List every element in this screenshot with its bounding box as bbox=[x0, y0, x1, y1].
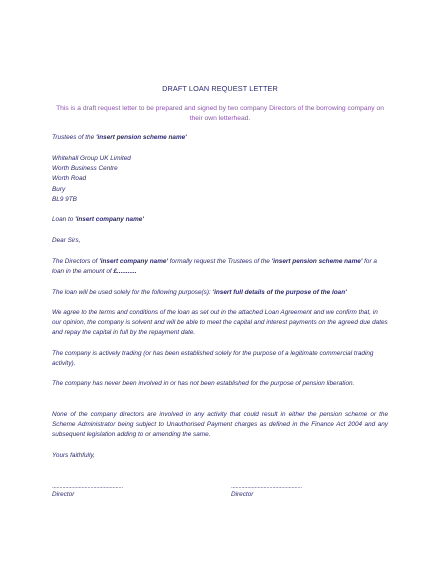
address-line: Whitehall Group UK Limited bbox=[52, 155, 131, 162]
signature-label-1: Director bbox=[52, 491, 75, 498]
letter-title: DRAFT LOAN REQUEST LETTER bbox=[162, 84, 278, 93]
address-line: Bury bbox=[52, 185, 66, 193]
paragraph-liberation: The company has never been involved in or has not been established for the purpose of pension liberation. bbox=[52, 380, 355, 387]
paragraph-purpose bbox=[52, 288, 388, 298]
pension-scheme-placeholder: 'insert pension scheme name' bbox=[95, 134, 187, 141]
p1-company-placeholder: 'insert company name' bbox=[99, 258, 168, 265]
salutation: Dear Sirs, bbox=[52, 237, 81, 244]
signature-line-1: ................................................ bbox=[52, 483, 123, 490]
loan-to-prefix: Loan to bbox=[52, 216, 76, 223]
trustees-prefix: Trustees of the bbox=[52, 134, 96, 141]
p1-text: formally request the Trustees of the bbox=[167, 258, 272, 265]
p1-scheme-placeholder: 'insert pension scheme name' bbox=[271, 258, 363, 265]
p1-text: The Directors of bbox=[52, 258, 100, 265]
address-block bbox=[52, 154, 388, 205]
signature-label-2: Director bbox=[231, 491, 254, 498]
paragraph-trading: The company is actively trading (or has been established solely for the purpose of a legitimate commercial trading activity). bbox=[52, 350, 374, 368]
p1-text: for a loan in the amount of bbox=[52, 258, 377, 276]
address-line: Worth Road bbox=[52, 175, 87, 183]
paragraph-directors: None of the company directors are involved in any activity that could result in either the pension scheme or the Scheme Administrator being subject to Unauthorised Payment charges as defined in the Finance Act 2004 and any subsequent legislation adding to or amending the same. bbox=[52, 411, 388, 439]
paragraph-terms: We agree to the terms and conditions of the loan as set out in the attached Loan Agreement and we confirm that, in our opinion, the company is solvent and will be able to meet the capital and interest payments on the agreed due dates and repay the capital in full by the repayment date. bbox=[52, 309, 388, 337]
loan-to-line bbox=[52, 215, 388, 225]
paragraph-request bbox=[52, 257, 388, 277]
company-placeholder: 'insert company name' bbox=[75, 216, 144, 223]
p2-purpose-placeholder: 'insert full details of the purpose of the loan' bbox=[212, 289, 347, 296]
trustees-line bbox=[52, 133, 388, 143]
intro-note: This is a draft request letter to be prepared and signed by two company Directors of the borrowing company on their own letterhead. bbox=[56, 105, 384, 122]
signature-line-2: ................................................ bbox=[231, 483, 302, 490]
address-line: Worth Business Centre bbox=[52, 165, 118, 173]
address-line: BL9 9TB bbox=[52, 195, 77, 203]
closing: Yours faithfully, bbox=[52, 452, 95, 459]
p1-amount-placeholder: £........... bbox=[113, 268, 137, 276]
p2-text: The loan will be used solely for the following purpose(s): bbox=[52, 289, 213, 296]
